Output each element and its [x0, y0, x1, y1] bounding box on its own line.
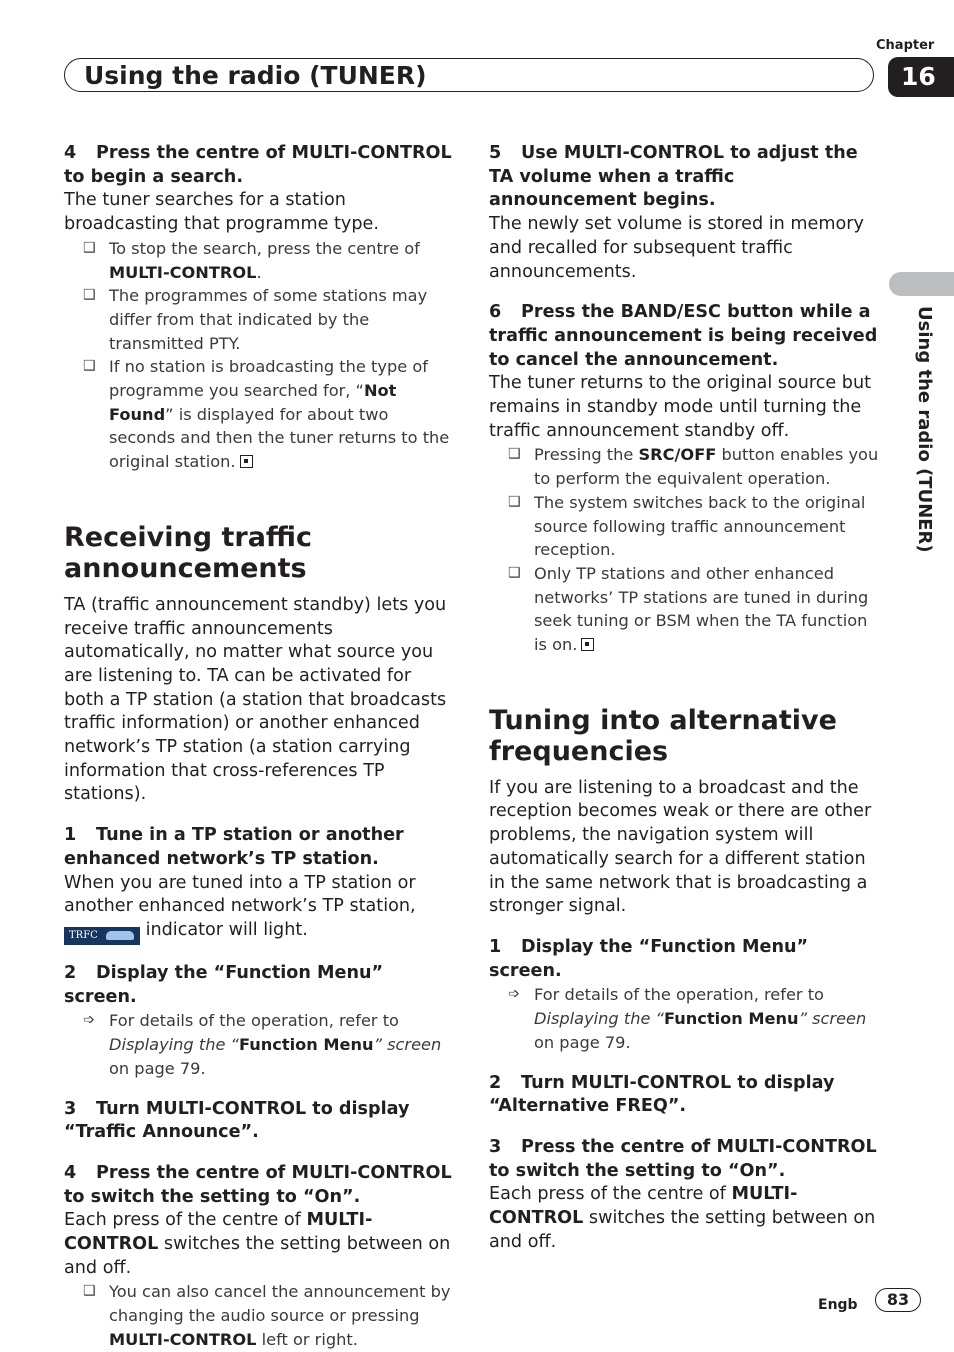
note-item: ❑ Pressing the SRC/OFF button enables you to perform the equivalent operation. — [508, 445, 879, 489]
step-heading: 3 Press the centre of MULTI-CONTROL to switch the setting to “On”. — [489, 1136, 877, 1181]
end-mark-icon — [240, 455, 253, 468]
chapter-label: Chapter — [876, 38, 935, 53]
step-heading: 2 Display the “Function Menu” screen. — [64, 962, 384, 1007]
note-bullet-icon: ❑ — [83, 287, 96, 304]
reference-note: ➩ For details of the operation, refer to Displaying the “Function Menu” screen on page 79. — [508, 985, 867, 1052]
note-item: ❑ You can also cancel the announcement by changing the audio source or pressing MULTI-CONTROL left or right. — [83, 1282, 451, 1349]
note-item: ❑ The system switches back to the original source following traffic announcement reception. — [508, 492, 866, 560]
note-item: ❑ The programmes of some stations may differ from that indicated by the transmitted PTY. — [83, 286, 428, 353]
step-body: The newly set volume is stored in memory and recalled for subsequent traffic announcements. — [489, 214, 864, 282]
note-item: ❑ Only TP stations and other enhanced networks’ TP stations are tuned in during seek tuning or BSM when the TA function is on. — [508, 563, 869, 655]
note-bullet-icon: ❑ — [508, 493, 521, 510]
step-heading: 4 Press the centre of MULTI-CONTROL to switch the setting to “On”. — [64, 1162, 452, 1207]
note-item: ❑ If no station is broadcasting the type of programme you searched for, “Not Found” is displayed for about two seconds and then the tuner returns to the original station. — [83, 357, 450, 472]
step-heading: 2 Turn MULTI-CONTROL to display “Alternative FREQ”. — [489, 1072, 835, 1117]
step-heading: 4 Press the centre of MULTI-CONTROL to begin a search. — [64, 143, 452, 187]
reference-arrow-icon: ➩ — [508, 986, 520, 1003]
left-column — [64, 142, 454, 1352]
right-column — [489, 142, 879, 1254]
note-bullet-icon: ❑ — [508, 446, 521, 463]
traffic-indicator-icon: TRFC — [64, 927, 140, 945]
side-tab-marker — [889, 272, 954, 296]
section-intro: If you are listening to a broadcast and the reception becomes weak or there are other problems, the navigation system will automatically search for a different station in the same network that is broadcasting a stronger signal. — [489, 777, 872, 917]
step-heading: 1 Tune in a TP station or another enhanced network’s TP station. — [64, 825, 404, 869]
section-heading: Tuning into alternative frequencies — [489, 704, 837, 767]
footer-language: Engb — [818, 1297, 858, 1313]
step-body: The tuner searches for a station broadcasting that programme type. — [64, 190, 379, 235]
step-body: Each press of the centre of MULTI-CONTROL switches the setting between on and off. — [489, 1184, 876, 1252]
section-intro: TA (traffic announcement standby) lets you receive traffic announcements automatically, no matter what source you are listening to. TA can be activated for both a TP station (a station that broadcasts traffic information) or another enhanced network’s TP station (a station carrying information that cross-references TP stations). — [64, 594, 447, 805]
step-heading: 1 Display the “Function Menu” screen. — [489, 936, 809, 981]
reference-note: ➩ For details of the operation, refer to Displaying the “Function Menu” screen on page 79. — [83, 1011, 442, 1078]
step-heading: 6 Press the BAND/ESC button while a traffic announcement is being received to cancel the announcement. — [489, 302, 878, 370]
note-bullet-icon: ❑ — [83, 358, 96, 375]
end-mark-icon — [581, 638, 594, 651]
page-title: Using the radio (TUNER) — [84, 61, 427, 90]
step-body: The tuner returns to the original source but remains in standby mode until turning the traffic announcement standby off. — [489, 373, 872, 441]
note-bullet-icon: ❑ — [508, 564, 521, 581]
section-heading: Receiving traffic announcements — [64, 521, 313, 584]
note-bullet-icon: ❑ — [83, 1283, 96, 1300]
side-tab-title: Using the radio (TUNER) — [914, 306, 935, 553]
note-item: ❑ To stop the search, press the centre of MULTI-CONTROL. — [83, 238, 420, 282]
page-number: 83 — [875, 1288, 921, 1312]
chapter-number: 16 — [888, 57, 954, 97]
step-heading: 5 Use MULTI-CONTROL to adjust the TA volume when a traffic announcement begins. — [489, 143, 858, 211]
step-body: Each press of the centre of MULTI-CONTROL switches the setting between on and off. — [64, 1210, 451, 1278]
step-heading: 3 Turn MULTI-CONTROL to display “Traffic Announce”. — [64, 1098, 410, 1143]
reference-arrow-icon: ➩ — [83, 1012, 95, 1029]
car-icon — [106, 931, 134, 940]
note-bullet-icon: ❑ — [83, 239, 96, 256]
step-body: When you are tuned into a TP station or another enhanced network’s TP station, TRFC indicator will light. — [64, 872, 454, 945]
